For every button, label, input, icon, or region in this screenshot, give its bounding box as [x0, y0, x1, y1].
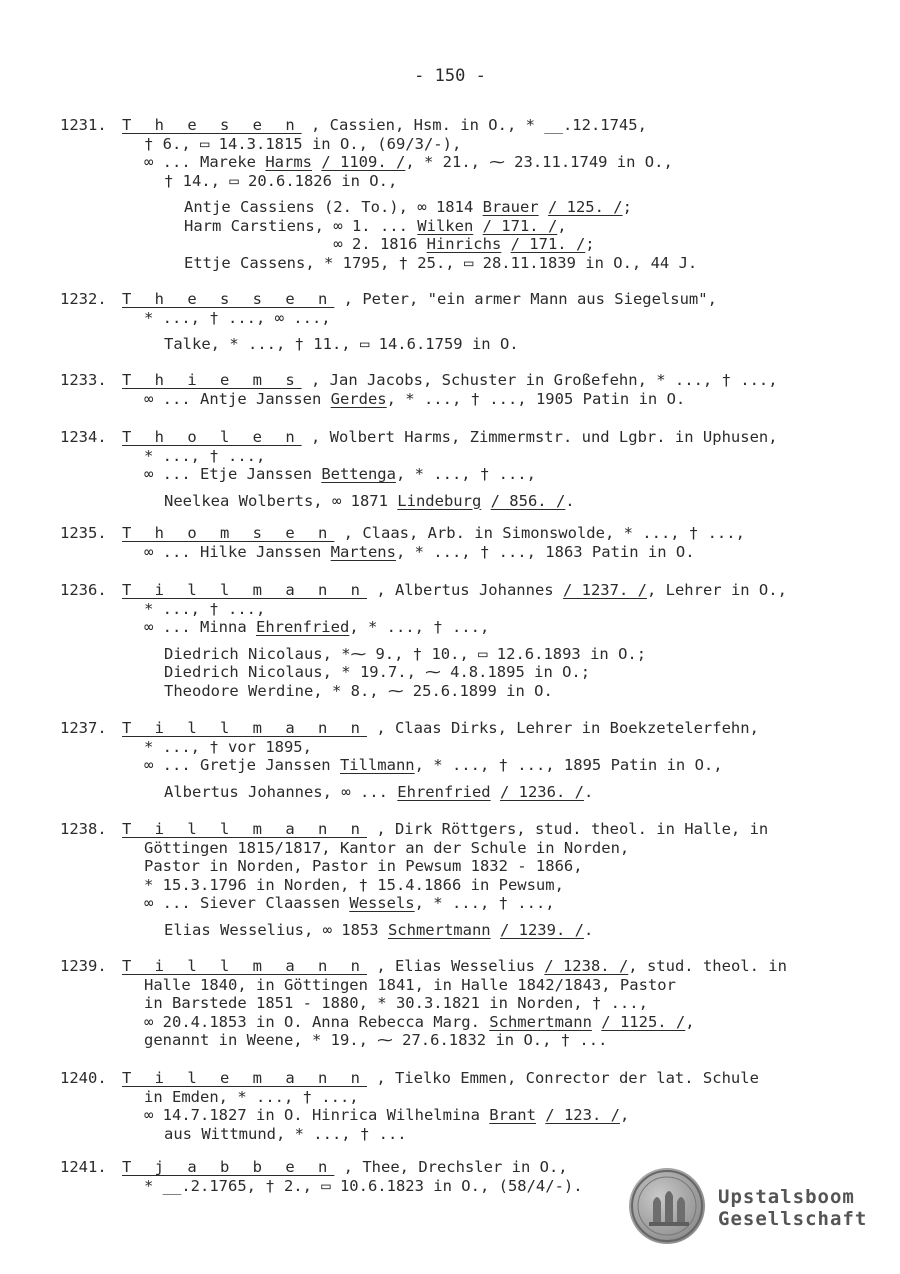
- entry: [60, 719, 860, 801]
- entry-text: , * 21., ⁓ 23.11.1749 in O.,: [405, 153, 673, 171]
- spacer: [60, 327, 860, 335]
- entry-text: .: [583, 782, 594, 801]
- entry-text: , * ..., † ...,: [414, 894, 555, 912]
- entry-line: [60, 663, 860, 682]
- underlined-ref: / 1236. /: [499, 782, 584, 801]
- entry-text: [481, 492, 490, 510]
- entry-text: * ..., † ...,: [144, 599, 266, 618]
- entry-number: 1231.: [60, 116, 107, 134]
- entry-text: * __.2.1765, † 2., ▭ 10.6.1823 in O., (58/4/-).: [144, 1176, 583, 1195]
- entry-line: [60, 428, 860, 447]
- entry-line: [60, 1088, 860, 1107]
- entry-text: Elias Wesselius, ∞ 1853: [164, 920, 388, 939]
- surname: T j a b b e n: [122, 1158, 335, 1176]
- entry-text: in Barstede 1851 - 1880, * 30.3.1821 in Norden, † ...,: [144, 994, 648, 1012]
- entry-text: ∞ 14.7.1827 in O. Hinrica Wilhelmina: [144, 1106, 490, 1124]
- entry-text: ∞ ... Etje Janssen: [144, 465, 322, 483]
- entry-text: [501, 235, 510, 253]
- entry-text: Neelkea Wolberts, ∞ 1871: [164, 491, 398, 510]
- entry-text: , Jan Jacobs, Schuster in Großefehn, * ..., † ...,: [301, 371, 778, 389]
- entry-text: Talke, * ..., † 11., ▭ 14.6.1759 in O.: [164, 335, 519, 353]
- entry-number: 1233.: [60, 371, 107, 389]
- entry-number: 1238.: [60, 820, 107, 838]
- entry-text: ∞ ... Gretje Janssen: [144, 756, 340, 774]
- entry-text: , * ..., † ...,: [349, 618, 490, 636]
- brand-line-2: Gesellschaft: [718, 1208, 868, 1230]
- underlined-ref: / 856. /: [490, 491, 566, 510]
- entry-text: in Emden, * ..., † ...,: [144, 1087, 359, 1106]
- underlined-ref: / 1109. /: [321, 153, 406, 171]
- entry-line: [60, 1158, 860, 1177]
- entry-line: [60, 172, 860, 191]
- entry-text: Albertus Johannes, ∞ ...: [164, 782, 398, 801]
- entry-text: ∞ ... Minna: [144, 618, 256, 636]
- entry-text: , Albertus Johannes: [366, 581, 563, 599]
- entry-text: , Elias Wesselius: [366, 957, 545, 975]
- entry-text: , stud. theol. in: [628, 957, 787, 975]
- entry-text: ∞ ... Mareke: [144, 153, 266, 171]
- society-brand: [718, 1186, 867, 1230]
- entry-text: † 6., ▭ 14.3.1815 in O., (69/3/-),: [144, 134, 462, 153]
- entry-number: 1237.: [60, 719, 107, 737]
- entry-line: [60, 921, 860, 940]
- underlined-ref: Brauer: [482, 198, 539, 216]
- spacer: [60, 637, 860, 645]
- surname: T i l l m a n n: [122, 957, 367, 975]
- entry-line: [60, 645, 860, 664]
- underlined-ref: Lindeburg: [397, 491, 482, 510]
- entry-line: [60, 524, 860, 543]
- underlined-ref: / 1239. /: [499, 920, 584, 939]
- entry: [60, 116, 860, 272]
- entry-text: [592, 1013, 601, 1031]
- entry-line: [60, 235, 860, 254]
- entry-line: [60, 820, 860, 839]
- entry-text: aus Wittmund, * ..., † ...: [164, 1124, 407, 1143]
- entry: [60, 371, 860, 408]
- underlined-ref: / 171. /: [482, 216, 558, 235]
- entry-line: [60, 447, 860, 466]
- entry-text: ,: [557, 216, 567, 235]
- entry-text: , * ..., † ..., 1863 Patin in O.: [395, 542, 695, 561]
- underlined-ref: Tillmann: [339, 756, 415, 774]
- entry-number: 1241.: [60, 1158, 107, 1176]
- entry-text: ∞ ... Antje Janssen: [144, 389, 331, 408]
- underlined-ref: / 1238. /: [544, 957, 629, 975]
- entry-text: Pastor in Norden, Pastor in Pewsum 1832 - 1866,: [144, 857, 583, 875]
- entry-text: Diedrich Nicolaus, * 19.7., ⁓ 4.8.1895 in O.;: [164, 663, 591, 681]
- entry-text: * 15.3.1796 in Norden, † 15.4.1866 in Pewsum,: [144, 875, 564, 894]
- entry-text: , Claas Dirks, Lehrer in Boekzetelerfehn,: [366, 719, 759, 737]
- entry-text: , Peter, "ein armer Mann aus Siegelsum",: [334, 290, 717, 308]
- entry-text: , Claas, Arb. in Simonswolde, * ..., † ...,: [334, 524, 745, 542]
- entry-line: [60, 618, 860, 637]
- underlined-ref: Wilken: [417, 216, 474, 235]
- entry-line: [60, 217, 860, 236]
- entry-text: .: [583, 920, 594, 939]
- surname: T i l l m a n n: [122, 719, 367, 737]
- entry-line: [60, 876, 860, 895]
- entry-text: Halle 1840, in Göttingen 1841, in Halle 1842/1843, Pastor: [144, 975, 676, 994]
- entry-line: [60, 600, 860, 619]
- surname: T i l l m a n n: [122, 581, 367, 599]
- seal-icon: [629, 1168, 705, 1244]
- entry-text: , Wolbert Harms, Zimmermstr. und Lgbr. in Uphusen,: [301, 428, 778, 446]
- entry-line: [60, 198, 860, 217]
- entry: [60, 581, 860, 700]
- entry-number: 1234.: [60, 428, 107, 446]
- entry-line: [60, 465, 860, 484]
- entry-line: [60, 1031, 860, 1050]
- entry-line: [60, 682, 860, 701]
- entry-text: [491, 783, 500, 801]
- entry-text: , * ..., † ..., 1905 Patin in O.: [386, 389, 686, 408]
- entry-line: [60, 135, 860, 154]
- entry-line: [60, 976, 860, 995]
- entry-line: [60, 290, 860, 309]
- underlined-ref: Schmertmann: [489, 1012, 592, 1031]
- entry-text: , Dirk Röttgers, stud. theol. in Halle, in: [366, 820, 769, 838]
- entry-text: [312, 153, 321, 171]
- entry-number: 1232.: [60, 290, 107, 308]
- entry-text: , Lehrer in O.,: [646, 581, 787, 599]
- entry-text: ,: [685, 1012, 695, 1031]
- entry-text: , Tielko Emmen, Conrector der lat. Schule: [366, 1069, 759, 1087]
- entry-line: [60, 371, 860, 390]
- entry-line: [60, 783, 860, 802]
- entry-text: ∞ 20.4.1853 in O. Anna Rebecca Marg.: [144, 1012, 490, 1031]
- entry-text: * ..., † vor 1895,: [144, 737, 312, 756]
- entry-text: Ettje Cassens, * 1795, † 25., ▭ 28.11.1839 in O., 44 J.: [184, 253, 698, 272]
- underlined-ref: / 171. /: [510, 235, 586, 253]
- spacer: [60, 913, 860, 921]
- spacer: [60, 484, 860, 492]
- entry-line: [60, 894, 860, 913]
- underlined-ref: Ehrenfried: [255, 618, 350, 636]
- entry: [60, 820, 860, 939]
- entry-line: [60, 994, 860, 1013]
- entry-line: [60, 116, 860, 135]
- entry-line: [60, 1125, 860, 1144]
- entry-line: [60, 335, 860, 354]
- surname: T i l l m a n n: [122, 820, 367, 838]
- entry-text: ∞ 2. 1816: [184, 235, 427, 253]
- underlined-ref: / 125. /: [547, 198, 623, 216]
- entry-line: [60, 309, 860, 328]
- entry-text: [491, 921, 500, 939]
- entry-text: , Thee, Drechsler in O.,: [334, 1158, 568, 1176]
- entry-text: genannt in Weene, * 19., ⁓ 27.6.1832 in O., † ...: [144, 1031, 608, 1049]
- entry-text: ,: [619, 1106, 630, 1124]
- entry-text: [536, 1106, 545, 1124]
- entry-number: 1235.: [60, 524, 107, 542]
- entry-text: , Cassien, Hsm. in O., * __.12.1745,: [301, 116, 647, 134]
- underlined-ref: Martens: [330, 542, 396, 561]
- entry: [60, 957, 860, 1050]
- entry-text: Theodore Werdine, * 8., ⁓ 25.6.1899 in O.: [164, 681, 553, 700]
- entry-line: [60, 581, 860, 600]
- underlined-ref: Harms: [265, 153, 312, 171]
- entry-line: [60, 957, 860, 976]
- surname: T h o l e n: [122, 428, 302, 446]
- entry-text: .: [565, 491, 575, 510]
- entry-line: [60, 1013, 860, 1032]
- surname: T i l e m a n n: [122, 1069, 367, 1087]
- entry-text: ;: [585, 235, 595, 253]
- surname: T h o m s e n: [122, 524, 335, 542]
- entry-text: ;: [622, 198, 632, 216]
- entry-line: [60, 1069, 860, 1088]
- entry-text: † 14., ▭ 20.6.1826 in O.,: [164, 171, 398, 190]
- entry: [60, 524, 860, 561]
- entry-text: * ..., † ...,: [144, 446, 266, 465]
- underlined-ref: Wessels: [349, 894, 415, 912]
- underlined-ref: Brant: [489, 1106, 536, 1124]
- entry-line: [60, 738, 860, 757]
- entry-line: [60, 839, 860, 858]
- entry-text: , * ..., † ...,: [395, 465, 536, 483]
- entry-text: Harm Carstiens, ∞ 1. ...: [184, 216, 418, 235]
- underlined-ref: Hinrichs: [426, 235, 502, 253]
- page-number: - 150 -: [414, 66, 486, 86]
- entry-line: [60, 254, 860, 273]
- entry-line: [60, 719, 860, 738]
- entry: [60, 1069, 860, 1143]
- spacer: [60, 775, 860, 783]
- surname: T h e s s e n: [122, 290, 335, 308]
- surname: T h i e m s: [122, 371, 302, 389]
- entry-text: , * ..., † ..., 1895 Patin in O.,: [414, 756, 723, 774]
- entry: [60, 428, 860, 510]
- entry-line: [60, 756, 860, 775]
- entry-line: [60, 543, 860, 562]
- entry-number: 1240.: [60, 1069, 107, 1087]
- entry-text: * ..., † ..., ∞ ...,: [144, 308, 331, 327]
- underlined-ref: / 123. /: [545, 1106, 620, 1124]
- entry-text: Diedrich Nicolaus, *⁓ 9., † 10., ▭ 12.6.1893 in O.;: [164, 644, 647, 663]
- brand-line-1: Upstalsboom: [718, 1186, 855, 1208]
- underlined-ref: Bettenga: [321, 465, 396, 483]
- entry-number: 1236.: [60, 581, 107, 599]
- underlined-ref: Ehrenfried: [397, 782, 491, 801]
- entry-line: [60, 153, 860, 172]
- underlined-ref: Schmertmann: [387, 920, 491, 939]
- entry-text: Antje Cassiens (2. To.), ∞ 1814: [184, 198, 483, 216]
- entry-line: [60, 492, 860, 511]
- underlined-ref: / 1125. /: [601, 1012, 686, 1031]
- entry-line: [60, 1106, 860, 1125]
- underlined-ref: Gerdes: [330, 389, 387, 408]
- entry-text: [539, 198, 548, 216]
- underlined-ref: / 1237. /: [562, 581, 647, 599]
- surname: T h e s e n: [122, 116, 302, 134]
- entry: [60, 290, 860, 354]
- entry-number: 1239.: [60, 957, 107, 975]
- entry-line: [60, 390, 860, 409]
- entry-text: ∞ ... Hilke Janssen: [144, 542, 331, 561]
- spacer: [60, 190, 860, 198]
- entry-text: [473, 217, 482, 235]
- entry-line: [60, 857, 860, 876]
- entry-text: Göttingen 1815/1817, Kantor an der Schule in Norden,: [144, 838, 630, 857]
- entry-text: ∞ ... Siever Claassen: [144, 894, 350, 912]
